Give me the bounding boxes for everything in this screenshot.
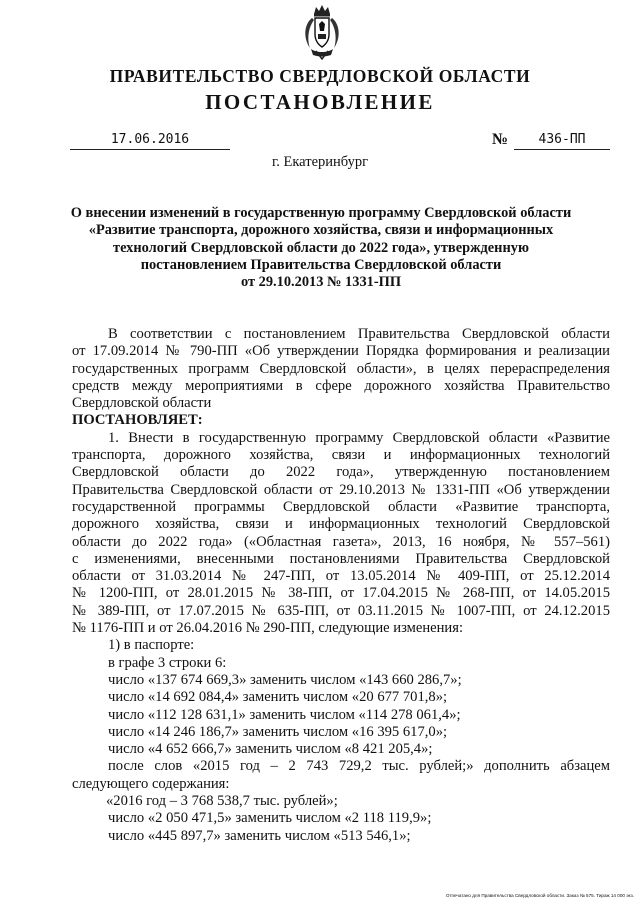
body-line: Правительства Свердловской области от 29.10.2013 № 1331-ПП «Об утверждении <box>72 481 610 498</box>
body-line: следующего содержания: <box>72 775 230 792</box>
replacement-line: число «14 692 084,4» заменить числом «20 677 701,8»; <box>108 689 448 706</box>
title-line: «Развитие транспорта, дорожного хозяйства, связи и информационных <box>88 222 554 239</box>
body-line: от 17.09.2014 № 790-ПП «Об утверждении Порядка формирования и реализации <box>72 343 610 360</box>
replacement-line: число «445 897,7» заменить числом «513 546,1»; <box>108 827 411 844</box>
replacement-line: число «112 128 631,1» заменить числом «114 278 061,4»; <box>108 706 461 723</box>
body-line: с изменениями, внесенными постановлениями Правительства Свердловской <box>72 550 610 567</box>
print-footer: Отпечатано для Правительства Свердловской области. Заказ № 575. Тираж 14 000 экз. <box>445 893 634 898</box>
body-line: Свердловской области <box>72 395 212 412</box>
title-line: технологий Свердловской области до 2022 года», утвержденную <box>113 239 529 256</box>
body-line: дорожного хозяйства, связи и информационных технологий Свердловской <box>72 516 610 533</box>
body-line: средств между мероприятиями в сфере дорожного хозяйства Правительство <box>72 377 610 394</box>
decree-word: ПОСТАНОВЛЯЕТ: <box>72 412 203 429</box>
document-body <box>72 326 610 845</box>
title-line: постановлением Правительства Свердловской области <box>140 256 502 273</box>
replacement-line: число «2 050 471,5» заменить числом «2 118 119,9»; <box>108 810 432 827</box>
body-line: Свердловской области до 2022 года», утвержденную постановлением <box>72 464 610 481</box>
body-line: В соответствии с постановлением Правительства Свердловской области <box>108 326 610 342</box>
document-type: ПОСТАНОВЛЕНИЕ <box>205 90 435 114</box>
body-line: № 1200-ПП, от 28.01.2015 № 38-ПП, от 17.04.2015 № 268-ПП, от 14.05.2015 <box>72 585 610 602</box>
body-line: области до 2022 года» («Областная газета», 2013, 16 ноября, № 557–561) <box>72 533 610 550</box>
document-title <box>60 205 582 291</box>
body-line: 1. Внести в государственную программу Свердловской области «Развитие <box>108 429 610 446</box>
title-line: от 29.10.2013 № 1331-ПП <box>240 274 402 291</box>
replacement-line: число «137 674 669,3» заменить числом «143 660 286,7»; <box>108 671 462 688</box>
document-number: 436-ПП <box>514 132 610 150</box>
quote-line: «2016 год – 3 768 538,7 тыс. рублей»; <box>106 793 338 810</box>
body-line: после слов «2015 год – 2 743 729,2 тыс. рублей;» дополнить абзацем <box>108 758 610 775</box>
document-date: 17.06.2016 <box>70 132 230 150</box>
document-city: г. Екатеринбург <box>271 154 369 170</box>
replacement-line: число «14 246 186,7» заменить числом «16 395 617,0»; <box>108 723 448 740</box>
subitem-passport: 1) в паспорте: <box>108 637 195 654</box>
title-line: О внесении изменений в государственную программу Свердловской области <box>70 205 572 221</box>
body-line: государственной программы Свердловской области «Развитие транспорта, <box>72 498 610 515</box>
body-line: № 1176-ПП и от 26.04.2016 № 290-ПП, следующие изменения: <box>72 620 464 637</box>
body-line: № 389-ПП, от 17.07.2015 № 635-ПП, от 03.11.2015 № 1007-ПП, от 24.12.2015 <box>72 602 610 619</box>
body-line: области от 31.03.2014 № 247-ПП, от 13.05.2014 № 409-ПП, от 25.12.2014 <box>72 568 610 585</box>
column-reference: в графе 3 строки 6: <box>108 654 227 671</box>
body-line: транспорта, дорожного хозяйства, связи и информационных технологий <box>72 447 610 464</box>
replacement-line: число «4 652 666,7» заменить числом «8 421 205,4»; <box>108 741 433 758</box>
body-line: государственных программ Свердловской области», в целях перераспределения <box>72 360 610 377</box>
number-label: № <box>492 131 509 148</box>
coat-of-arms-emblem <box>300 4 344 60</box>
organization-name: ПРАВИТЕЛЬСТВО СВЕРДЛОВСКОЙ ОБЛАСТИ <box>109 66 531 86</box>
